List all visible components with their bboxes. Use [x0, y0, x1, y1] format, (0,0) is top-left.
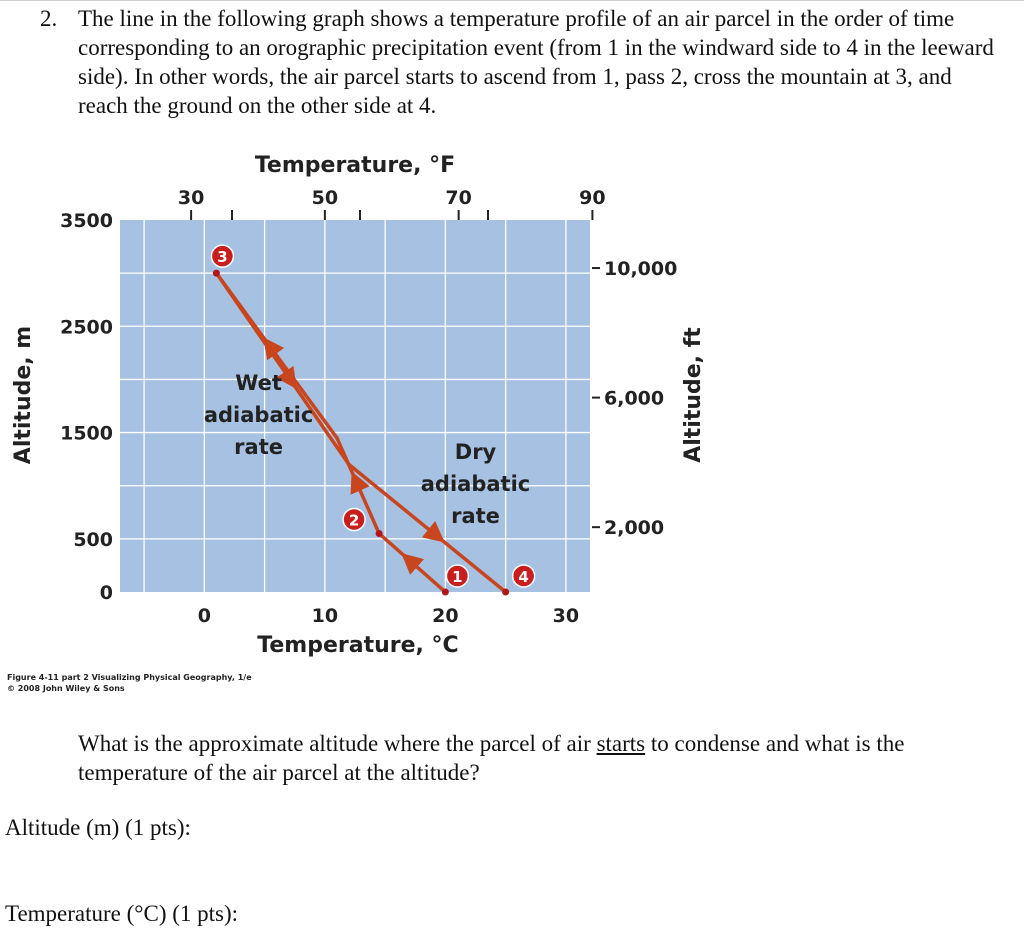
y-axis-label: Altitude, m — [11, 325, 36, 465]
figure-credit-line2: © 2008 John Wiley & Sons — [7, 684, 125, 693]
left-tick-label: 3500 — [60, 210, 113, 232]
profile-point — [213, 270, 220, 277]
chart-title: Temperature, °F — [254, 153, 456, 178]
sub-question-after: to condense and what is the temperature of the air parcel at the altitude? — [78, 731, 905, 785]
left-tick-label: 1500 — [60, 422, 113, 445]
chart-annotation: Dry — [454, 440, 497, 465]
sub-question-underlined: starts — [596, 731, 646, 756]
right-tick-label: 10,000 — [604, 258, 678, 281]
altitude-answer-label: Altitude (m) (1 pts): — [5, 815, 191, 840]
top-tick-label: 30 — [177, 187, 205, 209]
figure-credit — [7, 672, 252, 694]
direction-arrow — [408, 559, 411, 561]
chart-annotation: adiabatic — [203, 402, 314, 427]
chart-annotation: rate — [234, 434, 283, 459]
direction-arrow — [355, 479, 357, 483]
top-tick-label: 90 — [579, 187, 606, 209]
right-tick-label: 6,000 — [604, 387, 665, 410]
chart-annotation: Wet — [235, 371, 282, 396]
point-badge-label: 4 — [518, 568, 529, 586]
point-badge-label: 3 — [217, 248, 228, 267]
top-tick-label: 50 — [311, 187, 339, 209]
x-tick-label: 30 — [552, 605, 580, 627]
profile-point — [502, 589, 509, 596]
sub-question — [78, 729, 998, 787]
figure-credit-line1: Figure 4-11 part 2 Visualizing Physical Geography, 1/e — [7, 673, 252, 682]
top-tick-label: 70 — [445, 187, 472, 209]
question-number: 2. — [40, 6, 58, 31]
plot-background — [120, 220, 590, 592]
sub-question-before: What is the approximate altitude where the parcel of air — [78, 731, 597, 756]
profile-point — [442, 589, 449, 596]
x-axis-label: Temperature, °C — [257, 633, 459, 658]
question-text: The line in the following graph shows a temperature profile of an air parcel in the order of time corresponding to an orographic precipitation event (from 1 in the windward side to 4 in the leeward side). In other words, the air parcel starts to ascend from 1, pass 2, cross the mountain at 3, and reach the ground on the other side at 4. — [78, 6, 994, 118]
right-tick-label: 2,000 — [604, 517, 665, 540]
profile-point — [376, 530, 383, 537]
left-tick-label: 0 — [99, 582, 113, 604]
chart-annotation: adiabatic — [420, 472, 531, 497]
y2-axis-label: Altitude, ft — [681, 327, 706, 463]
left-tick-label: 500 — [73, 528, 113, 551]
temperature-answer-label: Temperature (°C) (1 pts): — [5, 901, 239, 926]
point-badge-label: 1 — [452, 568, 463, 586]
x-tick-label: 10 — [311, 605, 339, 627]
x-tick-label: 20 — [432, 605, 459, 627]
x-tick-label: 0 — [197, 605, 211, 627]
chart-annotation: rate — [451, 503, 500, 528]
point-badge-label: 2 — [348, 511, 360, 530]
left-tick-label: 2500 — [60, 316, 113, 339]
